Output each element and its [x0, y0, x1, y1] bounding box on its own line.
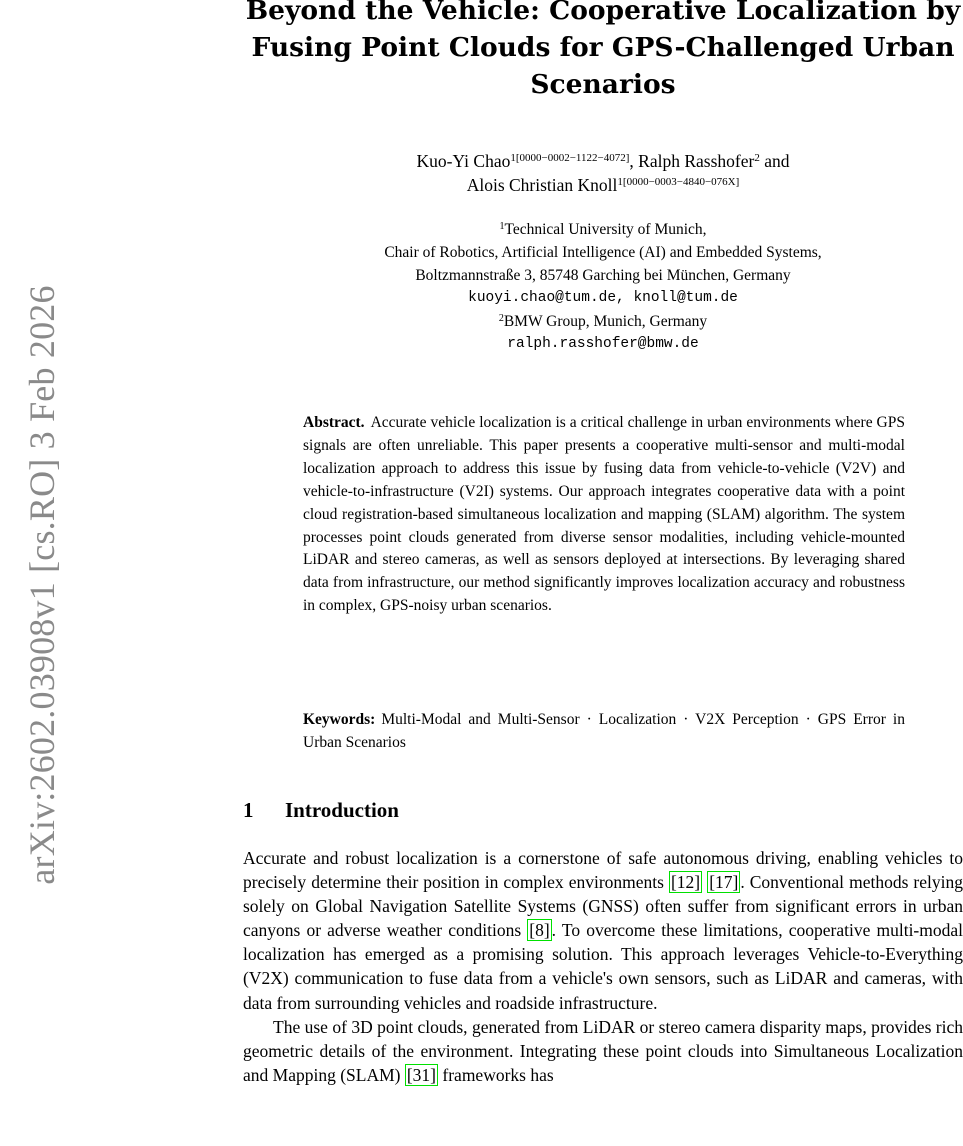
author-name: Kuo-Yi Chao: [416, 151, 511, 171]
author-line-2: [243, 173, 963, 197]
title-line-3: Scenarios: [530, 69, 676, 100]
section-title: Introduction: [285, 798, 399, 822]
abstract-label: Abstract.: [303, 414, 365, 431]
abstract-text: Accurate vehicle localization is a critical challenge in urban environments where GPS signals are often unreliable. This paper presents a cooperative multi-sensor and multi-modal localization approach to address this issue by fusing data from vehicle-to-vehicle (V2V) and vehicle-to-infrastructure (V2I) systems. Our approach integrates cooperative data with a point cloud registration-based simultaneous localization and mapping (SLAM) algorithm. The system processes point clouds generated from diverse sensor modalities, including vehicle-mounted LiDAR and stereo cameras, as well as sensors deployed at intersections. By leveraging shared data from infrastructure, our method significantly improves localization accuracy and robustness in complex, GPS-noisy urban scenarios.: [303, 414, 905, 615]
affiliation-institution-2: $^2$BMW Group, Munich, Germany: [498, 313, 708, 330]
arxiv-identifier-stamp: arXiv:2602.03908v1 [cs.RO] 3 Feb 2026: [22, 285, 62, 885]
abstract: [303, 412, 905, 618]
affiliation-email-2[interactable]: ralph.rasshofer@bmw.de: [507, 336, 699, 352]
paragraph: The use of 3D point clouds, generated from LiDAR or stereo camera disparity maps, provides rich geometric details of the environment. Integrating these point clouds into Simultaneous Localization and Mapping (SLAM) [31] frameworks has: [243, 1016, 963, 1085]
section-heading-introduction: [243, 795, 399, 825]
title-line-2: Fusing Point Clouds for GPS-Challenged Urban: [251, 32, 955, 63]
citation-link[interactable]: [31]: [406, 1064, 437, 1085]
author-separator: ,: [629, 151, 639, 171]
author-affiliation-mark: 2: [754, 152, 760, 164]
affiliation-mark: 2: [498, 313, 504, 324]
affiliations: [243, 218, 963, 356]
author-list: [243, 149, 963, 197]
keywords-label: Keywords:: [303, 711, 376, 728]
citation-link[interactable]: [17]: [709, 872, 739, 893]
title-line-1: Beyond the Vehicle: Cooperative Localization by: [245, 0, 961, 26]
author-orcid: 1[0000−0003−4840−076X]: [617, 176, 740, 188]
paragraph: Accurate and robust localization is a cornerstone of safe autonomous driving, enabling vehicles to precisely determine their position in complex environments [12] [17] . Conventional methods relying solely on Global Navigation Satellite Systems (GNSS) often suffer from significant errors in urban canyons or adverse weather conditions [8] . To overcome these limitations, cooperative multi-modal localization has emerged as a promising solution. This approach leverages Vehicle-to-Everything (V2X) communication to fuse data from a vehicle's own sensors, such as LiDAR and cameras, with data from surrounding vehicles and roadside infrastructure.: [243, 848, 963, 1013]
author-conjunction: and: [759, 151, 790, 171]
affiliation-mark: 1: [499, 221, 505, 232]
affiliation-address-1: Boltzmannstraße 3, 85748 Garching bei München, Germany: [415, 267, 791, 284]
section-number: 1: [243, 798, 254, 822]
author-orcid: 1[0000−0002−1122−4072]: [510, 152, 630, 164]
affiliation-institution-1: $^1$Technical University of Munich,: [499, 221, 707, 238]
keywords: [303, 709, 905, 755]
introduction-body: [243, 846, 963, 1087]
citation-link[interactable]: [8]: [529, 920, 550, 941]
affiliation-email-1[interactable]: kuoyi.chao@tum.de, knoll@tum.de: [468, 290, 738, 306]
author-line-1: [243, 149, 963, 173]
author-name: Ralph Rasshofer: [638, 151, 755, 171]
paper-title: [243, 0, 963, 103]
affiliation-department-1: Chair of Robotics, Artificial Intelligence (AI) and Embedded Systems,: [384, 244, 822, 261]
keywords-text: Multi-Modal and Multi-Sensor · Localization · V2X Perception · GPS Error in Urban Scenarios: [303, 711, 905, 751]
author-name: Alois Christian Knoll: [466, 175, 618, 195]
citation-link[interactable]: [12]: [670, 872, 701, 893]
